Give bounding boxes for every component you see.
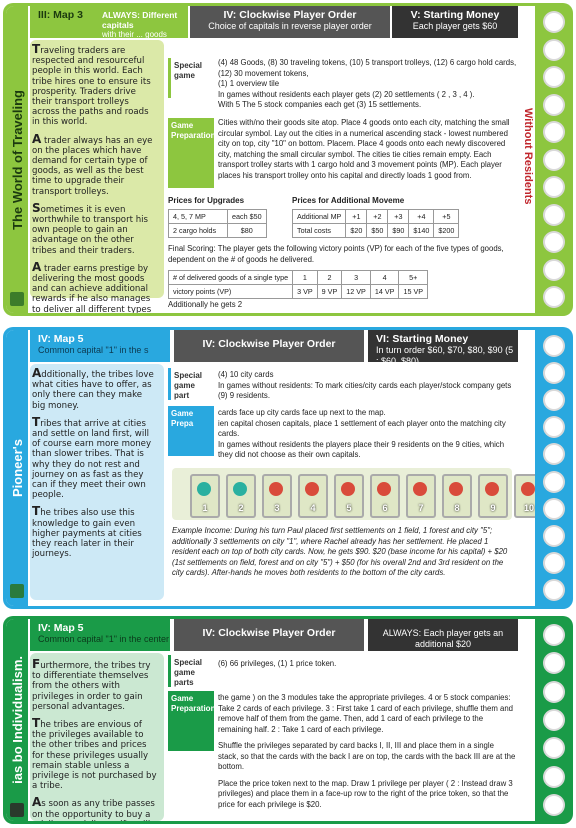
order-title: IV: Clockwise Player Order xyxy=(223,9,357,21)
money-title: V: Starting Money xyxy=(410,9,500,21)
map-icon xyxy=(10,803,24,817)
prep-content xyxy=(218,408,516,461)
sidebar-title-strip xyxy=(6,619,28,821)
binder-hole xyxy=(543,39,565,61)
binder-hole xyxy=(543,66,565,88)
binder-hole xyxy=(543,579,565,601)
map-header xyxy=(30,619,170,651)
sidebar-title-strip xyxy=(6,6,28,313)
table-cell: $80 xyxy=(228,224,267,238)
city-card-symbol xyxy=(197,482,211,496)
table-cell: 3 VP xyxy=(293,285,318,299)
sidebar-title: ias bo Individualism. xyxy=(9,656,25,784)
city-cards-row xyxy=(190,474,535,518)
money-sub: Each player gets $60 xyxy=(412,21,498,31)
story-paragraph: Traveling traders are respected and resourceful people in this world. Each tribe hires one to ensure its prosperity. Traders drive their transport trolleys across the paths and roads in this world. xyxy=(32,42,151,128)
table-cell: 15 VP xyxy=(399,285,428,299)
order-title: IV: Clockwise Player Order xyxy=(202,627,336,639)
binder-holes xyxy=(541,624,567,816)
table-cell: +3 xyxy=(388,210,409,224)
binder-hole xyxy=(543,471,565,493)
story-paragraph: The tribes are envious of the privileges available to the other tribes and prices for these privileges usually remain stable unless a privilege is not purchased by a tribe. xyxy=(32,716,157,792)
table-row xyxy=(293,224,459,238)
city-card xyxy=(190,474,220,518)
table-cell: +5 xyxy=(434,210,459,224)
city-card-symbol xyxy=(485,482,499,496)
binder-hole xyxy=(543,362,565,384)
special-label: Special game parts xyxy=(168,655,214,687)
table-row xyxy=(169,285,428,299)
table-cell: 4, 5, 7 MP xyxy=(169,210,228,224)
table-cell: 14 VP xyxy=(370,285,399,299)
money-header xyxy=(368,330,518,366)
always-text: ALWAYS: Each player gets an additional $20 xyxy=(382,628,504,649)
prep-label: Game Preparation xyxy=(168,691,214,751)
table-cell: # of delivered goods of a single type xyxy=(169,271,293,285)
movement-title: Prices for Additional Moveme xyxy=(292,196,405,205)
special-content xyxy=(218,370,518,402)
rules-card-pioneers xyxy=(3,327,573,609)
binder-hole xyxy=(543,737,565,759)
binder-hole xyxy=(543,766,565,788)
binder-hole xyxy=(543,498,565,520)
table-row xyxy=(169,271,428,285)
story-paragraph: Furthermore, the tribes try to differentiate themselves from the others with privileges in order to gain personal advantages. xyxy=(32,657,151,712)
story-paragraph: Additionally, the tribes love what cities have to offer, as only there can they make big money. xyxy=(32,366,154,411)
story-paragraph: Sometimes it is even worthwhile to transport his own people to gain an advantage on the other tribes and their traders. xyxy=(32,200,149,256)
binder-hole xyxy=(543,259,565,281)
city-card xyxy=(478,474,508,518)
story-text xyxy=(32,659,158,821)
example-income: Example Income: During his turn Paul placed first settlements on 1 field, 1 forest and city "5"; additionally 3 settlements on city "1", where Rachel already has her settlement. He placed 1 resident each on top of both city cards. Now, he gets $90. $20 (base income for his capital) + $20 (1st settlements on field, forest and on city "5") + $50 (for his overall 2nd and 3rd resident on the city cards). After-hands he moves both residents to the bottom of the city cards. xyxy=(172,526,508,577)
special-line: (4) 48 Goods, (8) 30 traveling tokens, (10) 5 transport trolleys, (12) 6 cargo hold cards, (12) 30 movement tokens, xyxy=(218,58,517,78)
city-card-symbol xyxy=(269,482,283,496)
sidebar-title-strip xyxy=(6,330,28,606)
sidebar-title: Pioneer's xyxy=(9,438,25,497)
binder-holes xyxy=(541,11,567,308)
final-scoring-text: Final Scoring: The player gets the following victory points (VP) for each of the five types of goods, dependent on the # of goods he delivered. xyxy=(168,244,504,264)
binder-hole xyxy=(543,176,565,198)
binder-hole xyxy=(543,121,565,143)
special-line: In games without residents each player gets (2) 20 settlements ( 2 , 3 , 4 ). xyxy=(218,89,475,99)
special-label: Special game xyxy=(168,58,214,98)
rules-card-individualism xyxy=(3,616,573,824)
order-header xyxy=(174,330,364,362)
always-header xyxy=(368,619,518,651)
binder-hole xyxy=(543,525,565,547)
map-label: IV: Map 5 xyxy=(38,333,84,345)
prep-line: the game ) on the 3 modules take the appropriate privileges. 4 or 5 stock companies: Take 2 cards of each privilege. 3 : First take 1 card of each privilege, shuffle them and remove half of them from the game. Then, add 1 card of each privilege to the remaining half. 2 : Take 1 card of each privilege. xyxy=(218,693,513,734)
binder-hole xyxy=(543,389,565,411)
city-card-number: 5 xyxy=(346,503,352,513)
city-card-number: 8 xyxy=(454,503,460,513)
map-sub: Common capital "1" in the s xyxy=(38,345,149,355)
story-paragraph: The tribes also use this knowledge to gain even higher payments at cities they reach later in their journeys. xyxy=(32,504,142,560)
binder-hole xyxy=(543,552,565,574)
city-card-number: 4 xyxy=(310,503,316,513)
city-card-number: 7 xyxy=(418,503,424,513)
map-header xyxy=(30,6,188,38)
prep-label: Game Prepa xyxy=(168,406,214,456)
table-cell: each $50 xyxy=(228,210,267,224)
prep-line: Shuffle the privileges separated by card backs I, II, III and place them in a single stack, so that the cards with the back I are on top, the cards with the back III are at the bottom. xyxy=(218,741,516,771)
city-card xyxy=(298,474,328,518)
special-content xyxy=(218,58,518,111)
binder-hole xyxy=(543,652,565,674)
special-text: (6) 66 privileges, (1) 1 price token. xyxy=(218,659,337,668)
table-cell: $50 xyxy=(367,224,388,238)
binder-hole xyxy=(543,335,565,357)
city-card xyxy=(226,474,256,518)
money-title: VI: Starting Money xyxy=(376,333,469,345)
order-title: IV: Clockwise Player Order xyxy=(202,338,336,350)
city-card-symbol xyxy=(233,482,247,496)
rules-card-traveling xyxy=(3,3,573,316)
binder-hole xyxy=(543,231,565,253)
table-cell: 3 xyxy=(342,271,371,285)
story-paragraph: A trader always has an eye on the places which have demand for certain type of goods, as well as the best time to upgrade their transport trolleys. xyxy=(32,131,153,197)
table-cell: Additional MP xyxy=(293,210,346,224)
binder-holes xyxy=(541,335,567,601)
map-header xyxy=(30,330,170,362)
binder-hole xyxy=(543,204,565,226)
table-cell: 5+ xyxy=(399,271,428,285)
binder-hole xyxy=(543,709,565,731)
movement-table xyxy=(292,209,459,238)
binder-hole xyxy=(543,443,565,465)
table-cell: Total costs xyxy=(293,224,346,238)
city-card xyxy=(370,474,400,518)
table-cell: victory points (VP) xyxy=(169,285,293,299)
table-cell: +2 xyxy=(367,210,388,224)
table-cell: 9 VP xyxy=(317,285,342,299)
special-label: Special game part xyxy=(168,368,214,400)
money-sub: In turn order $60, $70, $80, $90 (5 : $60, $80) xyxy=(376,345,514,366)
story-text xyxy=(32,44,158,313)
card-body xyxy=(6,619,535,821)
sidebar-title: The World of Traveling xyxy=(9,89,25,230)
table-cell: +4 xyxy=(409,210,434,224)
city-card xyxy=(406,474,436,518)
binder-hole xyxy=(543,416,565,438)
prep-line: Place the price token next to the map. Draw 1 privilege per player ( 2 : Instead draw 3 privileges) and place them in a face-up row to the right of the price token, so that the price for each privilege is $20. xyxy=(218,778,513,809)
prep-line: In games without residents the players place their 9 residents on the 9 cities, which they did not choose as their own capitals. xyxy=(218,439,505,459)
city-card-symbol xyxy=(449,482,463,496)
table-cell: +1 xyxy=(346,210,367,224)
table-row xyxy=(293,210,459,224)
without-residents-tag xyxy=(521,86,535,226)
binder-hole xyxy=(543,94,565,116)
binder-hole xyxy=(543,681,565,703)
map-icon xyxy=(10,292,24,306)
city-card-number: 2 xyxy=(238,503,244,513)
map-label: III: Map 3 xyxy=(38,9,83,21)
order-sub: Choice of capitals in reverse player order xyxy=(208,21,372,31)
special-line: With 5 The 5 stock companies each get (3) 15 settlements. xyxy=(218,100,422,109)
city-card-number: 3 xyxy=(274,503,280,513)
city-card-symbol xyxy=(413,482,427,496)
card-body xyxy=(6,6,535,313)
table-cell: 1 xyxy=(293,271,318,285)
city-card-number: 6 xyxy=(382,503,388,513)
table-row xyxy=(169,210,267,224)
upgrades-title: Prices for Upgrades xyxy=(168,196,245,205)
city-card-symbol xyxy=(377,482,391,496)
always-sub: with their ... goods xyxy=(102,30,167,39)
city-card-number: 1 xyxy=(202,503,208,513)
map-sub: Common capital "1" in the center xyxy=(38,634,169,644)
upgrades-table xyxy=(168,209,267,238)
city-card-symbol xyxy=(521,482,535,496)
city-card-number: 9 xyxy=(490,503,496,513)
binder-hole xyxy=(543,11,565,33)
without-residents-label: Without Residents xyxy=(522,107,534,205)
binder-hole xyxy=(543,286,565,308)
story-paragraph: A trader earns prestige by delivering the most goods and can achieve additional rewards if he also manages to deliver all different types xyxy=(32,259,152,313)
story-paragraph: As soon as any tribe passes on the opportunity to buy a xyxy=(32,795,155,820)
final-extra: Additionally he gets 2 xyxy=(168,300,243,309)
prep-line: cards face up city cards face up next to the map. xyxy=(218,408,386,417)
city-card xyxy=(334,474,364,518)
special-line: (1) 1 overview tile xyxy=(218,79,280,88)
map-icon xyxy=(10,584,24,598)
always-label: ALWAYS: Different capitals xyxy=(102,10,178,30)
card-body xyxy=(6,330,535,606)
story-text xyxy=(32,368,158,565)
order-header xyxy=(190,6,390,38)
table-cell: $90 xyxy=(388,224,409,238)
table-cell: $200 xyxy=(434,224,459,238)
table-cell: 12 VP xyxy=(342,285,371,299)
city-card xyxy=(262,474,292,518)
city-card xyxy=(442,474,472,518)
prep-line: ien capital chosen capitals, place 1 settlement of each player onto the matching city cards. xyxy=(218,418,506,438)
prep-content xyxy=(218,693,516,810)
table-cell: 4 xyxy=(370,271,399,285)
city-card-symbol xyxy=(341,482,355,496)
city-card-symbol xyxy=(305,482,319,496)
map-label: IV: Map 5 xyxy=(38,622,84,634)
table-row xyxy=(169,224,267,238)
special-line: In games without residents: To mark cities/city cards each player/stock company gets (9) 9 residents. xyxy=(218,380,512,400)
prep-label: Game Preparation xyxy=(168,118,214,188)
table-cell: 2 cargo holds xyxy=(169,224,228,238)
special-line: (4) 10 city cards xyxy=(218,370,274,379)
binder-hole xyxy=(543,149,565,171)
order-header xyxy=(174,619,364,651)
story-paragraph: Tribes that arrive at cities and settle on land first, will of course earn more money than slower tribes. That is why they do not rest and journey on as fast as they can if they meet their own people. xyxy=(32,414,152,501)
table-cell: $140 xyxy=(409,224,434,238)
city-card xyxy=(514,474,535,518)
table-cell: 2 xyxy=(317,271,342,285)
binder-hole xyxy=(543,624,565,646)
final-scoring-table xyxy=(168,270,428,299)
money-header xyxy=(392,6,518,38)
table-cell: $20 xyxy=(346,224,367,238)
prep-text: Cities with/no their goods site atop. Place 4 goods onto each city, matching the small circular symbol. Lay out the cities in a numerical ascending stack - lowest numbered city on top, city "10" on bottom. Placem. Place 4 goods onto each newly discovered city, matching the small circular symbol. The cities tie cities remain empty. Each transport trolley starts with 1 cargo hold and 3 movement points (MP). Each player places his transport trolley onto his capital and directly loads 1 good from. xyxy=(218,118,510,180)
binder-hole xyxy=(543,794,565,816)
city-card-number: 10 xyxy=(523,503,534,513)
